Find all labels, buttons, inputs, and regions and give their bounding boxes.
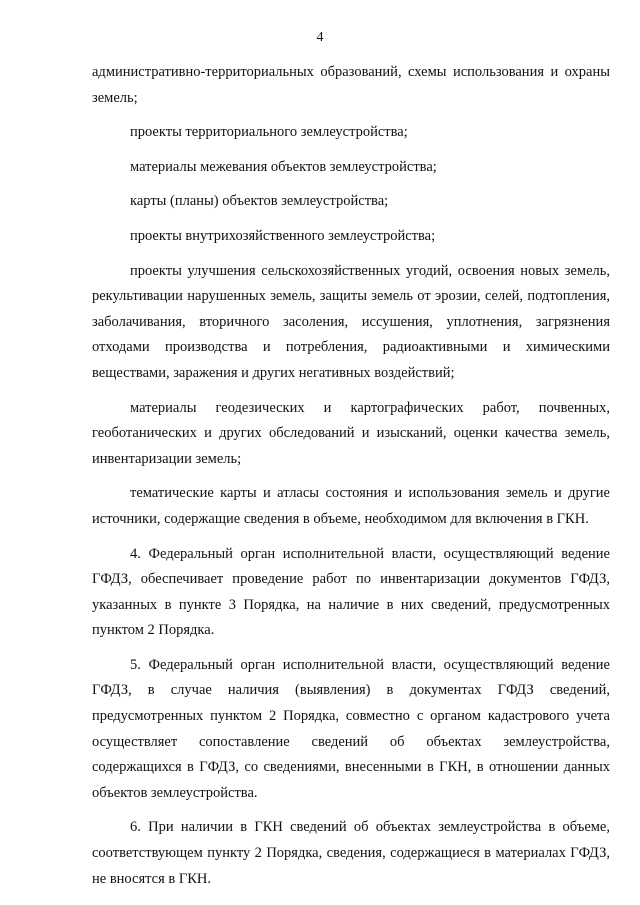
list-item-maps-plans: карты (планы) объектов землеустройства;: [130, 193, 389, 210]
list-item-survey-materials: материалы межевания объектов землеустройства;: [130, 158, 437, 175]
list-item-land-improvement-projects: проекты улучшения сельскохозяйственных угодий, освоения новых земель, рекультивации нарушенных земель, защиты земель от эрозии, селей, подтопления, заболачивания, вторичного засоления, иссушения, уплотнения, загрязнения отходами производства и потребления, радиоактивными и химическими веществами, заражения и других негативных воздействий;: [92, 262, 610, 381]
list-item-territorial-projects: проекты территориального землеустройства;: [130, 124, 408, 141]
list-item-geodetic-materials: материалы геодезических и картографических работ, почвенных, геоботанических и других обследований и изысканий, оценки качества земель, инвентаризации земель;: [92, 399, 610, 467]
list-item-intrafarm-projects: проекты внутрихозяйственного землеустройства;: [130, 227, 436, 244]
clause-6: 6. При наличии в ГКН сведений об объектах землеустройства в объеме, соответствующем пункту 2 Порядка, сведения, содержащиеся в материалах ГФДЗ, не вносятся в ГКН.: [92, 819, 610, 887]
document-body: [92, 60, 610, 892]
clause-4: 4. Федеральный орган исполнительной власти, осуществляющий ведение ГФДЗ, обеспечивает проведение работ по инвентаризации документов ГФДЗ, указанных в пункте 3 Порядка, на наличие в них сведений, предусмотренных пунктом 2 Порядка.: [92, 545, 610, 639]
page-number: 4: [316, 30, 324, 45]
paragraph-continuation: административно-территориальных образований, схемы использования и охраны земель;: [92, 64, 610, 106]
clause-5: 5. Федеральный орган исполнительной власти, осуществляющий ведение ГФДЗ, в случае наличия (выявления) в документах ГФДЗ сведений, предусмотренных пунктом 2 Порядка, совместно с органом кадастрового учета осуществляет сопоставление сведений об объектах землеустройства, содержащихся в ГФДЗ, со сведениями, внесенными в ГКН, в отношении данных объектов землеустройства.: [92, 656, 610, 801]
list-item-thematic-maps: тематические карты и атласы состояния и использования земель и другие источники, содержащие сведения в объеме, необходимом для включения в ГКН.: [92, 485, 610, 527]
